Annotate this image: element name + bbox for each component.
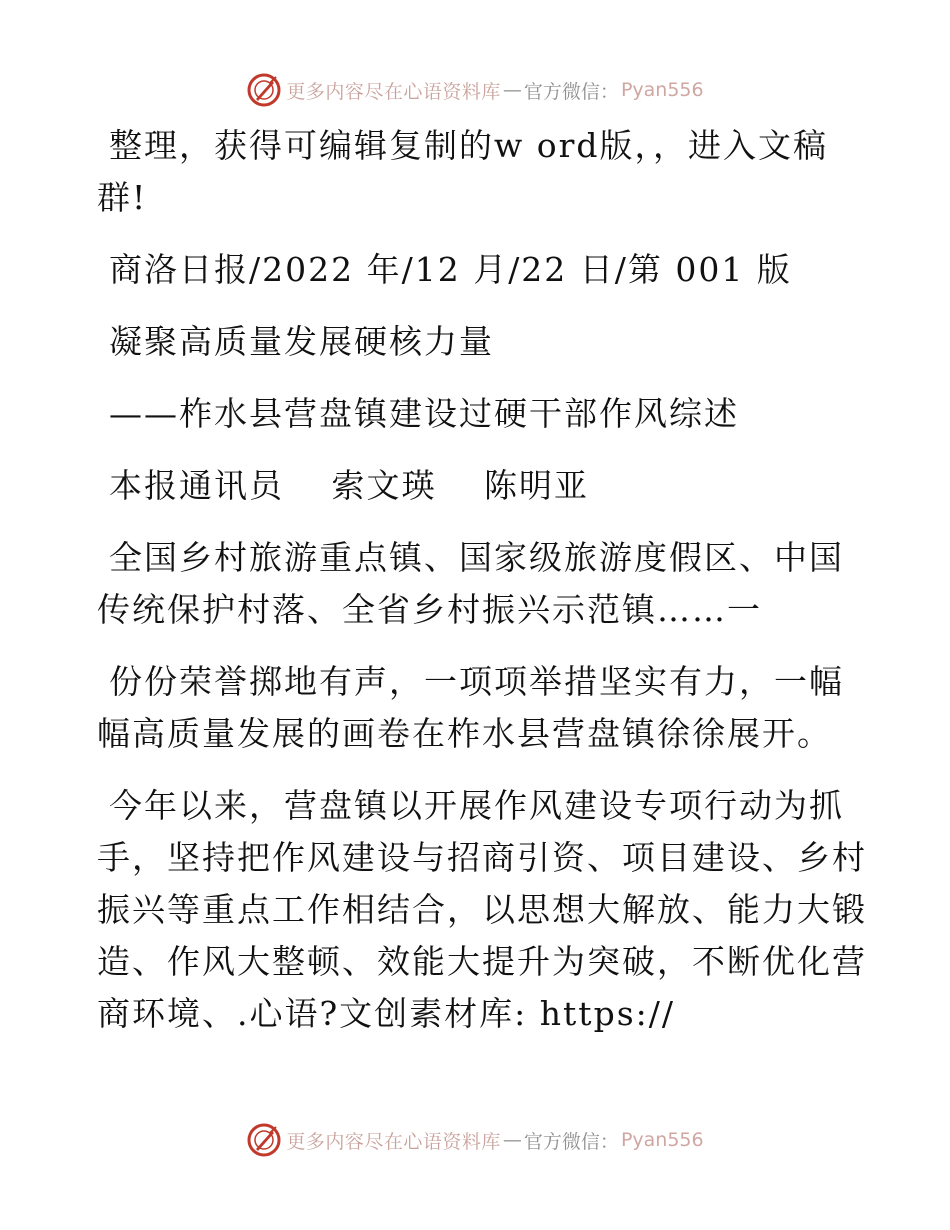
body-paragraph: 今年以来，营盘镇以开展作风建设专项行动为抓手，坚持把作风建设与招商引资、项目建设、乡村振兴等重点工作相结合，以思想大解放、能力大锻造、作风大整顿、效能大提升为突破，不断优化营商环境、.心语?文创素材库: https://	[97, 786, 867, 1033]
watermark-separator: —	[502, 1129, 522, 1151]
intro-paragraph: 整理，获得可编辑复制的w ord版，，进入文稿群!	[97, 126, 829, 217]
watermark-text: 更多内容尽在心语资料库	[286, 1130, 501, 1153]
article-title: 凝聚高质量发展硬核力量	[109, 322, 494, 361]
article-body	[97, 120, 867, 1060]
watermark-text: 更多内容尽在心语资料库	[286, 80, 501, 103]
body-paragraph: 全国乡村旅游重点镇、国家级旅游度假区、中国传统保护村落、全省乡村振兴示范镇……一	[97, 538, 844, 629]
watermark-wechat-id: Pyan556	[620, 79, 704, 101]
quill-logo-icon	[246, 1122, 282, 1158]
header-watermark	[0, 72, 950, 108]
body-paragraph: 份份荣誉掷地有声，一项项举措坚实有力，一幅幅高质量发展的画卷在柞水县营盘镇徐徐展开。	[97, 662, 844, 753]
footer-watermark	[0, 1122, 950, 1158]
watermark-wechat-id: Pyan556	[620, 1129, 704, 1151]
watermark-separator: —	[502, 79, 522, 101]
publication-line: 商洛日报/2022 年/12 月/22 日/第 001 版	[109, 250, 792, 289]
watermark-official-label: 官方微信：	[523, 1130, 619, 1153]
byline: 本报通讯员 索文瑛 陈明亚	[109, 466, 589, 505]
quill-logo-icon	[246, 72, 282, 108]
watermark-official-label: 官方微信：	[523, 80, 619, 103]
article-subtitle: ——柞水县营盘镇建设过硬干部作风综述	[109, 394, 739, 433]
